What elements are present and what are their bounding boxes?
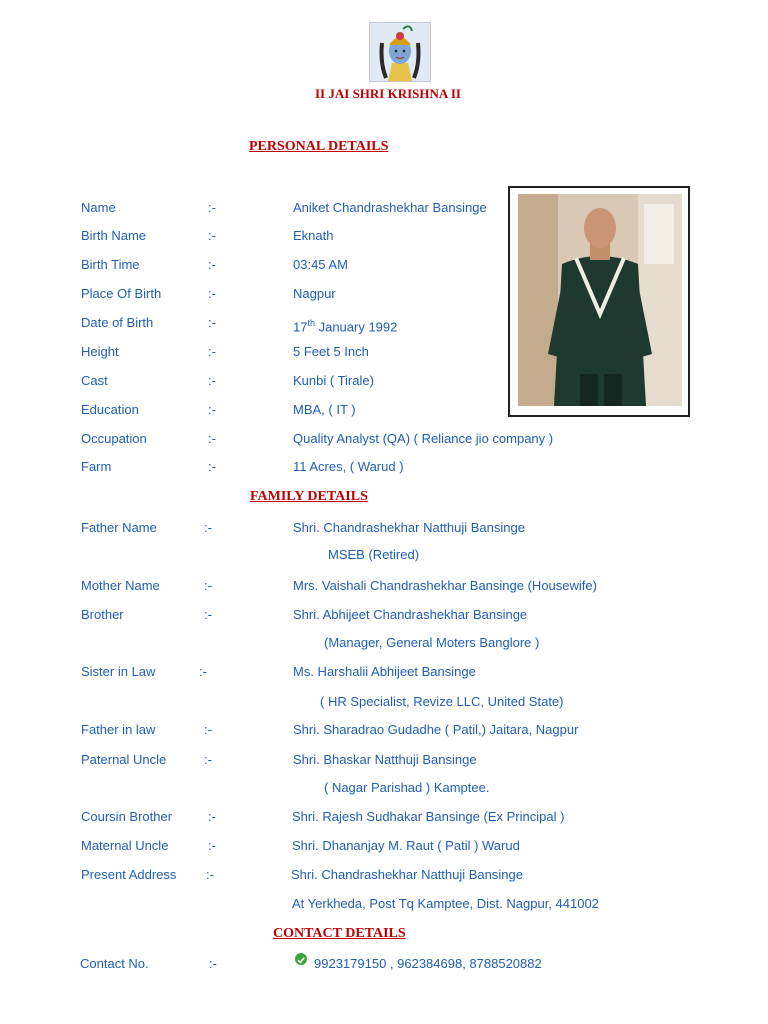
separator: :- xyxy=(208,344,216,359)
sister-in-law-value: Ms. Harshalii Abhijeet Bansinge xyxy=(293,664,476,679)
height-value: 5 Feet 5 Inch xyxy=(293,344,369,359)
name-value: Aniket Chandrashekhar Bansinge xyxy=(293,200,487,215)
education-label: Education xyxy=(81,402,139,417)
separator: :- xyxy=(206,867,214,882)
brother-label: Brother xyxy=(81,607,124,622)
father-occupation: MSEB (Retired) xyxy=(328,547,420,562)
family-details-heading: FAMILY DETAILS xyxy=(250,489,368,504)
paternal-uncle-value: Shri. Bhaskar Natthuji Bansinge xyxy=(293,752,477,767)
name-label: Name xyxy=(81,200,116,215)
personal-details-heading: PERSONAL DETAILS xyxy=(249,139,389,154)
paternal-uncle-occupation: ( Nagar Parishad ) Kamptee. xyxy=(324,780,490,795)
profile-photo xyxy=(518,194,682,406)
page-title: II JAI SHRI KRISHNA II xyxy=(315,86,461,101)
separator: :- xyxy=(204,578,212,593)
separator: :- xyxy=(199,664,207,679)
separator: :- xyxy=(208,373,216,388)
place-of-birth-value: Nagpur xyxy=(293,286,336,301)
contact-details-heading: CONTACT DETAILS xyxy=(273,926,406,941)
separator: :- xyxy=(208,838,216,853)
father-name-value: Shri. Chandrashekhar Natthuji Bansinge xyxy=(293,520,525,535)
father-in-law-label: Father in law xyxy=(81,722,156,737)
separator: :- xyxy=(208,286,216,301)
cast-value: Kunbi ( Tirale) xyxy=(293,373,374,388)
separator: :- xyxy=(208,315,216,330)
birth-time-label: Birth Time xyxy=(81,257,140,272)
separator: :- xyxy=(204,607,212,622)
height-label: Height xyxy=(81,344,119,359)
separator: :- xyxy=(208,431,216,446)
date-of-birth-label: Date of Birth xyxy=(81,315,154,330)
separator: :- xyxy=(208,402,216,417)
date-of-birth-value xyxy=(293,315,397,335)
farm-label: Farm xyxy=(81,459,112,474)
whatsapp-check-icon xyxy=(295,953,307,965)
present-address-line2: At Yerkheda, Post Tq Kamptee, Dist. Nagpur, 441002 xyxy=(292,896,599,911)
krishna-logo-icon xyxy=(369,22,431,82)
separator: :- xyxy=(208,459,216,474)
birth-name-value: Eknath xyxy=(293,228,334,243)
cousin-brother-label: Coursin Brother xyxy=(81,809,173,824)
birth-time-value: 03:45 AM xyxy=(293,257,348,272)
separator: :- xyxy=(209,956,217,971)
separator: :- xyxy=(204,520,212,535)
maternal-uncle-value: Shri. Dhananjay M. Raut ( Patil ) Warud xyxy=(292,838,520,853)
education-value: MBA, ( IT ) xyxy=(293,402,356,417)
sister-in-law-label: Sister in Law xyxy=(81,664,156,679)
mother-name-label: Mother Name xyxy=(81,578,160,593)
brother-value: Shri. Abhijeet Chandrashekhar Bansinge xyxy=(293,607,528,622)
cast-label: Cast xyxy=(81,373,108,388)
brother-occupation: (Manager, General Moters Banglore ) xyxy=(324,635,540,650)
maternal-uncle-label: Maternal Uncle xyxy=(81,838,169,853)
dob-rest: January 1992 xyxy=(314,319,398,335)
separator: :- xyxy=(208,257,216,272)
occupation-label: Occupation xyxy=(81,431,147,446)
paternal-uncle-label: Paternal Uncle xyxy=(81,752,167,767)
present-address-label: Present Address xyxy=(81,867,177,882)
farm-value: 11 Acres, ( Warud ) xyxy=(293,459,404,474)
mother-name-value: Mrs. Vaishali Chandrashekhar Bansinge (Housewife) xyxy=(293,578,597,593)
separator: :- xyxy=(204,752,212,767)
dob-day: 17 xyxy=(293,319,308,335)
cousin-brother-value: Shri. Rajesh Sudhakar Bansinge (Ex Principal ) xyxy=(292,809,565,824)
place-of-birth-label: Place Of Birth xyxy=(81,286,162,301)
present-address-value: Shri. Chandrashekhar Natthuji Bansinge xyxy=(291,867,523,882)
dob-suffix: th xyxy=(307,318,315,328)
father-name-label: Father Name xyxy=(81,520,157,535)
sister-in-law-occupation: ( HR Specialist, Revize LLC, United State) xyxy=(320,694,564,709)
separator: :- xyxy=(208,809,216,824)
contact-numbers: 9923179150 , 962384698, 8788520882 xyxy=(314,956,542,971)
father-in-law-value: Shri. Sharadrao Gudadhe ( Patil,) Jaitara, Nagpur xyxy=(293,722,579,737)
occupation-value: Quality Analyst (QA) ( Reliance jio company ) xyxy=(293,431,554,446)
profile-photo-frame xyxy=(508,186,690,417)
contact-label: Contact No. xyxy=(80,956,149,971)
birth-name-label: Birth Name xyxy=(81,228,147,243)
separator: :- xyxy=(208,200,216,215)
separator: :- xyxy=(204,722,212,737)
separator: :- xyxy=(208,228,216,243)
